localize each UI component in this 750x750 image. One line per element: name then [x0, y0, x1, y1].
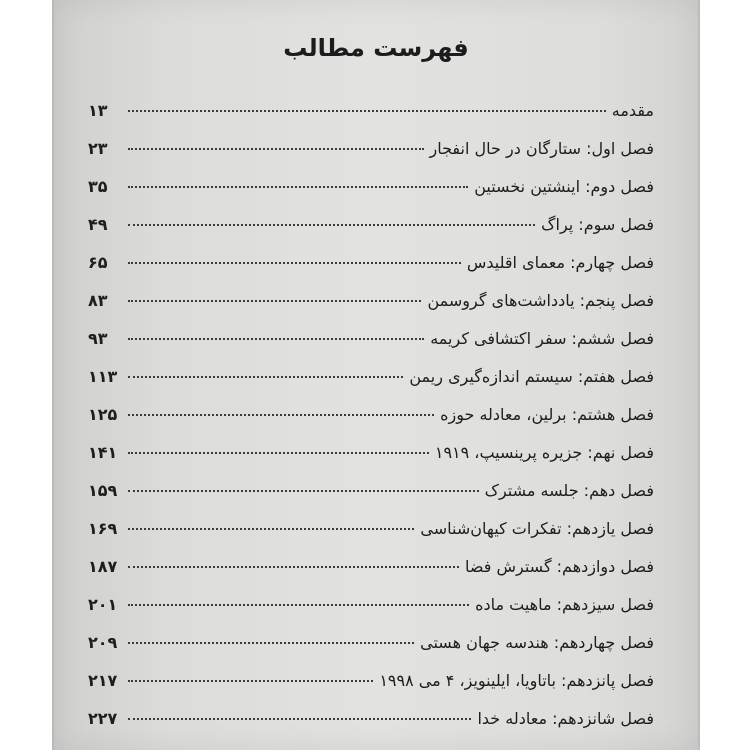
toc-entry-page-number: ۱۲۵ — [88, 405, 118, 424]
toc-entry — [88, 586, 654, 624]
toc-entry-page-number: ۸۳ — [88, 291, 108, 310]
toc-entry-title: فصل پانزدهم: باتاویا، ایلینویز، ۴ می ۱۹۹۸ — [379, 671, 654, 690]
toc-entry-page-number: ۱۳ — [88, 101, 108, 120]
toc-dot-leader — [128, 718, 471, 720]
toc-dot-leader — [128, 566, 459, 568]
toc-entry — [88, 282, 654, 320]
toc-entry-page-number: ۲۳ — [88, 139, 108, 158]
toc-entry-page-number: ۲۰۱ — [88, 595, 118, 614]
book-page — [52, 0, 700, 750]
toc-entry-title: فصل اول: ستارگان در حال انفجار — [429, 139, 654, 158]
toc-entry — [88, 130, 654, 168]
toc-dot-leader — [128, 680, 373, 682]
toc-dot-leader — [128, 414, 434, 416]
table-of-contents — [88, 92, 654, 738]
toc-entry-title: فصل چهارم: معمای اقلیدس — [466, 253, 654, 272]
toc-entry — [88, 700, 654, 738]
toc-dot-leader — [128, 110, 606, 112]
toc-entry-title: فصل هفتم: سیستم اندازه‌گیری ریمن — [409, 367, 654, 386]
toc-dot-leader — [128, 338, 424, 340]
toc-entry-title: فصل هشتم: برلین، معادله حوزه — [440, 405, 654, 424]
toc-entry-page-number: ۲۲۷ — [88, 709, 118, 728]
page-edge-left — [52, 0, 54, 750]
page-title: فهرست مطالب — [283, 34, 469, 62]
toc-dot-leader — [128, 528, 414, 530]
toc-entry — [88, 396, 654, 434]
toc-entry-title: فصل نهم: جزیره پرینسیپ، ۱۹۱۹ — [434, 443, 654, 462]
toc-dot-leader — [128, 642, 414, 644]
toc-dot-leader — [128, 490, 479, 492]
toc-dot-leader — [128, 300, 421, 302]
page-edge-right — [698, 0, 700, 750]
toc-entry-page-number: ۱۱۳ — [88, 367, 118, 386]
toc-entry — [88, 434, 654, 472]
toc-dot-leader — [128, 186, 468, 188]
toc-entry — [88, 206, 654, 244]
toc-entry-page-number: ۱۶۹ — [88, 519, 118, 538]
toc-entry-page-number: ۹۳ — [88, 329, 108, 348]
toc-entry-page-number: ۱۸۷ — [88, 557, 118, 576]
toc-entry-title: فصل دهم: جلسه مشترک — [484, 481, 654, 500]
toc-entry-page-number: ۱۴۱ — [88, 443, 118, 462]
toc-entry — [88, 244, 654, 282]
toc-entry-page-number: ۴۹ — [88, 215, 108, 234]
toc-entry-title: فصل سیزدهم: ماهیت ماده — [475, 595, 654, 614]
toc-entry-title: فصل ششم: سفر اکتشافی کریمه — [430, 329, 654, 348]
toc-entry-page-number: ۳۵ — [88, 177, 108, 196]
toc-entry-page-number: ۲۰۹ — [88, 633, 118, 652]
toc-entry — [88, 472, 654, 510]
toc-entry-page-number: ۶۵ — [88, 253, 108, 272]
toc-entry-title: فصل پنجم: یادداشت‌های گروسمن — [427, 291, 654, 310]
toc-entry-title: فصل چهاردهم: هندسه جهان هستی — [420, 633, 654, 652]
toc-entry-page-number: ۲۱۷ — [88, 671, 118, 690]
toc-entry-title: مقدمه — [611, 101, 654, 120]
toc-entry — [88, 548, 654, 586]
toc-dot-leader — [128, 376, 403, 378]
toc-entry-title: فصل سوم: پراگ — [541, 215, 654, 234]
toc-entry — [88, 510, 654, 548]
toc-dot-leader — [128, 148, 424, 150]
toc-entry-title: فصل دوازدهم: گسترش فضا — [465, 557, 654, 576]
toc-entry — [88, 320, 654, 358]
toc-entry-title: فصل شانزدهم: معادله خدا — [477, 709, 654, 728]
toc-dot-leader — [128, 262, 461, 264]
toc-entry — [88, 358, 654, 396]
toc-entry-title: فصل یازدهم: تفکرات کیهان‌شناسی — [420, 519, 654, 538]
toc-entry-page-number: ۱۵۹ — [88, 481, 118, 500]
toc-entry — [88, 624, 654, 662]
toc-dot-leader — [128, 452, 429, 454]
toc-entry-title: فصل دوم: اینشتین نخستین — [474, 177, 654, 196]
toc-entry — [88, 92, 654, 130]
toc-entry — [88, 168, 654, 206]
toc-dot-leader — [128, 604, 469, 606]
toc-entry — [88, 662, 654, 700]
toc-dot-leader — [128, 224, 535, 226]
